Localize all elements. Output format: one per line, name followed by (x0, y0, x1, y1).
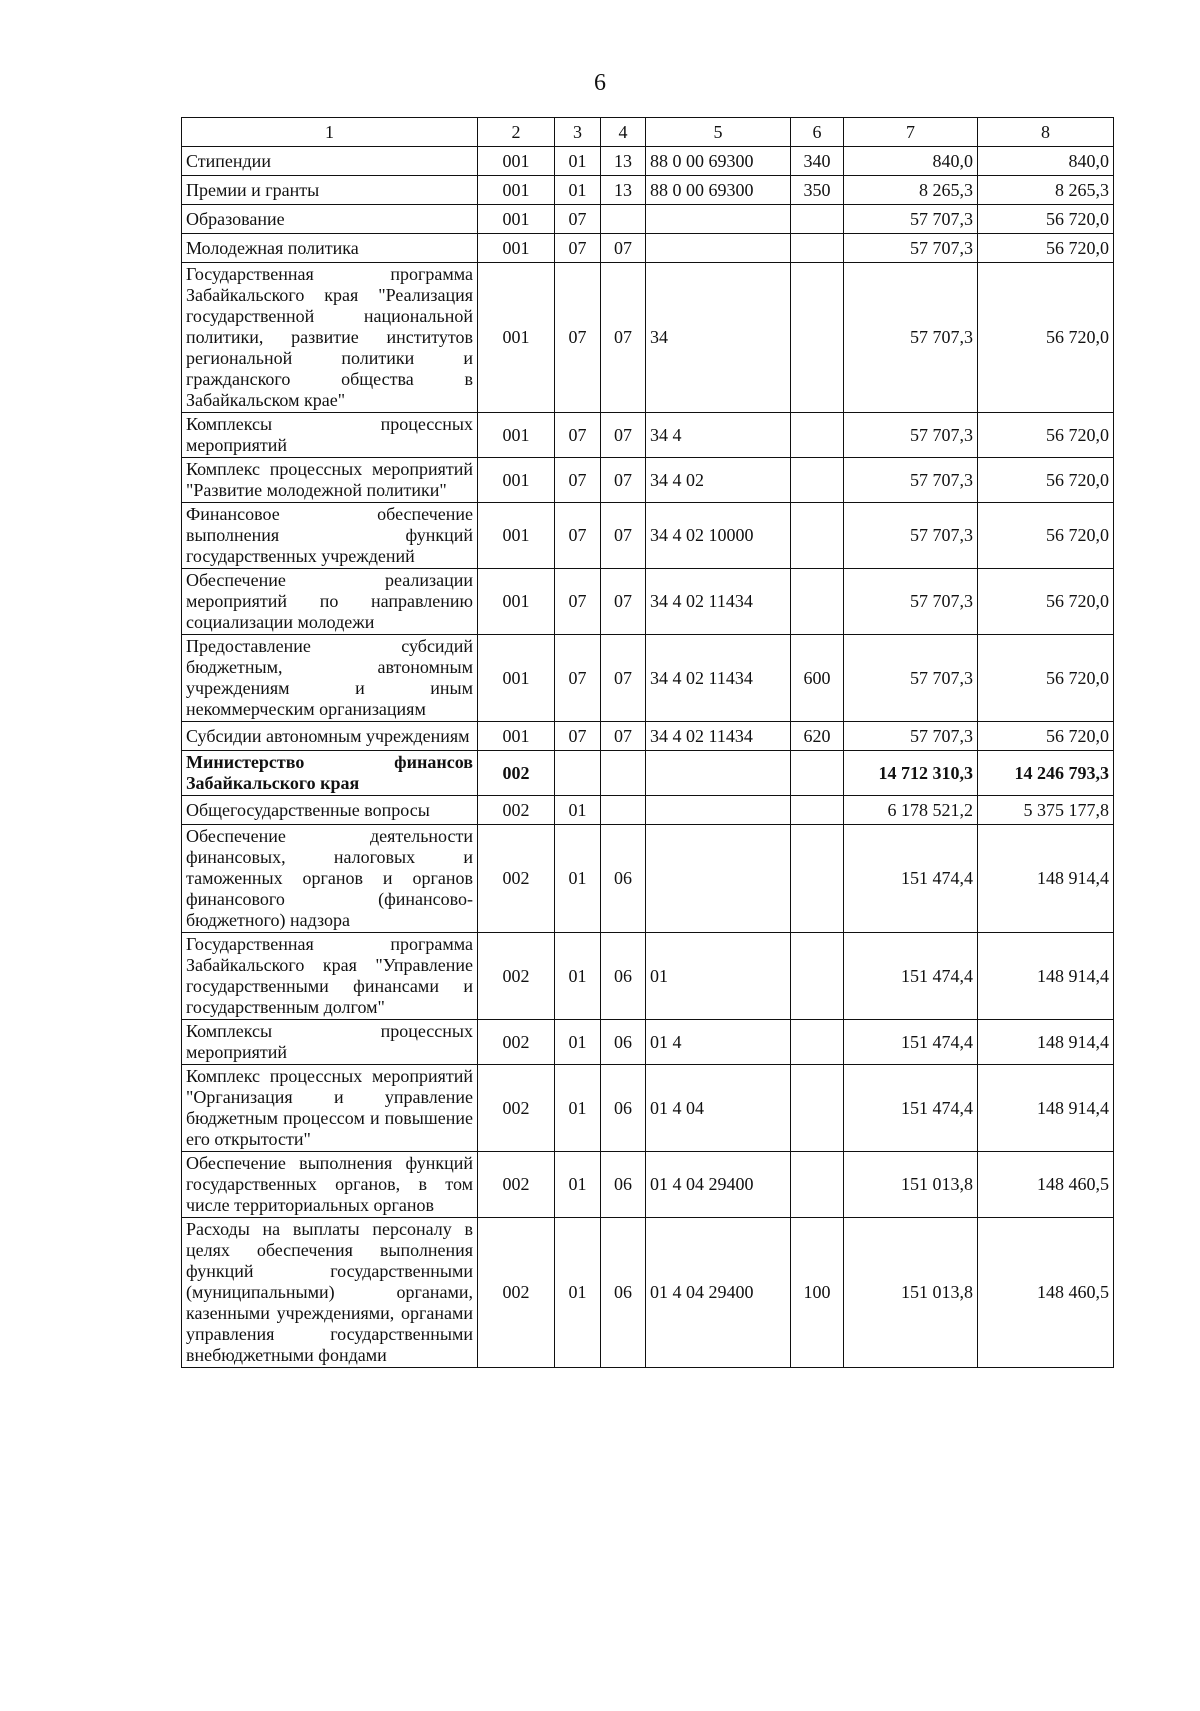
table-row (182, 1065, 1114, 1152)
code-expense-type (791, 234, 844, 263)
code-expense-type (791, 1152, 844, 1218)
code-subsection: 06 (601, 825, 646, 933)
code-target: 34 4 (646, 413, 791, 458)
amount-year-2: 8 265,3 (978, 176, 1114, 205)
amount-year-2: 148 914,4 (978, 1020, 1114, 1065)
code-section: 01 (555, 796, 601, 825)
code-subsection: 13 (601, 147, 646, 176)
amount-year-1: 151 474,4 (844, 933, 978, 1020)
column-header: 5 (646, 118, 791, 147)
amount-year-1: 8 265,3 (844, 176, 978, 205)
amount-year-1: 57 707,3 (844, 263, 978, 413)
code-section: 01 (555, 1152, 601, 1218)
code-section: 07 (555, 722, 601, 751)
page-number: 6 (594, 70, 606, 96)
code-expense-type (791, 569, 844, 635)
table-row (182, 825, 1114, 933)
code-subsection: 06 (601, 1218, 646, 1368)
amount-year-1: 151 013,8 (844, 1218, 978, 1368)
code-admin: 001 (478, 413, 555, 458)
code-subsection (601, 796, 646, 825)
amount-year-1: 151 474,4 (844, 825, 978, 933)
code-section: 07 (555, 413, 601, 458)
row-name: Субсидии автономным учреждениям (182, 722, 478, 751)
code-section: 01 (555, 933, 601, 1020)
code-expense-type: 340 (791, 147, 844, 176)
code-target: 01 4 04 (646, 1065, 791, 1152)
code-expense-type (791, 796, 844, 825)
row-name: Комплексы процессных мероприятий (182, 413, 478, 458)
amount-year-1: 6 178 521,2 (844, 796, 978, 825)
code-target: 34 4 02 11434 (646, 722, 791, 751)
code-subsection: 07 (601, 413, 646, 458)
table-row (182, 933, 1114, 1020)
row-name: Комплекс процессных мероприятий "Развитие молодежной политики" (182, 458, 478, 503)
code-target (646, 205, 791, 234)
amount-year-2: 14 246 793,3 (978, 751, 1114, 796)
code-expense-type (791, 933, 844, 1020)
code-admin: 002 (478, 825, 555, 933)
code-section: 01 (555, 825, 601, 933)
code-expense-type: 620 (791, 722, 844, 751)
table-row (182, 569, 1114, 635)
code-subsection: 06 (601, 1152, 646, 1218)
amount-year-1: 57 707,3 (844, 722, 978, 751)
code-expense-type: 350 (791, 176, 844, 205)
code-subsection: 07 (601, 458, 646, 503)
amount-year-1: 57 707,3 (844, 234, 978, 263)
code-section: 07 (555, 458, 601, 503)
table-row (182, 796, 1114, 825)
code-target: 34 4 02 10000 (646, 503, 791, 569)
amount-year-2: 148 914,4 (978, 933, 1114, 1020)
amount-year-2: 56 720,0 (978, 234, 1114, 263)
column-header: 1 (182, 118, 478, 147)
code-target: 01 4 04 29400 (646, 1152, 791, 1218)
row-name: Министерство финансов Забайкальского края (182, 751, 478, 796)
column-header: 3 (555, 118, 601, 147)
amount-year-2: 56 720,0 (978, 635, 1114, 722)
code-target: 34 4 02 11434 (646, 569, 791, 635)
code-target: 34 4 02 (646, 458, 791, 503)
code-admin: 001 (478, 635, 555, 722)
row-name: Обеспечение выполнения функций государственных органов, в том числе территориальных органов (182, 1152, 478, 1218)
code-admin: 001 (478, 263, 555, 413)
code-expense-type: 100 (791, 1218, 844, 1368)
code-section (555, 751, 601, 796)
amount-year-2: 56 720,0 (978, 569, 1114, 635)
table-body (182, 147, 1114, 1368)
code-subsection: 07 (601, 569, 646, 635)
table-row (182, 205, 1114, 234)
amount-year-1: 57 707,3 (844, 205, 978, 234)
code-admin: 001 (478, 722, 555, 751)
budget-table (181, 117, 1114, 1368)
code-section: 01 (555, 1020, 601, 1065)
row-name: Расходы на выплаты персоналу в целях обеспечения выполнения функций государственными (муниципальными) органами, казенными учреждениями, органами управления государственными внебюджетными фондами (182, 1218, 478, 1368)
amount-year-2: 56 720,0 (978, 263, 1114, 413)
code-admin: 001 (478, 205, 555, 234)
code-target: 01 4 04 29400 (646, 1218, 791, 1368)
code-subsection: 07 (601, 263, 646, 413)
code-target: 34 4 02 11434 (646, 635, 791, 722)
row-name: Общегосударственные вопросы (182, 796, 478, 825)
row-name: Комплексы процессных мероприятий (182, 1020, 478, 1065)
table-row (182, 722, 1114, 751)
code-expense-type: 600 (791, 635, 844, 722)
code-expense-type (791, 263, 844, 413)
table-row (182, 1152, 1114, 1218)
column-header: 7 (844, 118, 978, 147)
code-admin: 001 (478, 176, 555, 205)
row-name: Обеспечение реализации мероприятий по направлению социализации молодежи (182, 569, 478, 635)
code-subsection: 07 (601, 722, 646, 751)
table-row (182, 147, 1114, 176)
amount-year-2: 840,0 (978, 147, 1114, 176)
column-header: 8 (978, 118, 1114, 147)
code-section: 07 (555, 263, 601, 413)
code-target: 01 (646, 933, 791, 1020)
table-row (182, 263, 1114, 413)
row-name: Образование (182, 205, 478, 234)
code-subsection: 07 (601, 503, 646, 569)
code-subsection: 13 (601, 176, 646, 205)
code-admin: 001 (478, 234, 555, 263)
code-admin: 002 (478, 751, 555, 796)
code-admin: 001 (478, 458, 555, 503)
code-subsection: 07 (601, 234, 646, 263)
table-row (182, 458, 1114, 503)
amount-year-1: 151 474,4 (844, 1020, 978, 1065)
code-target (646, 234, 791, 263)
code-target: 01 4 (646, 1020, 791, 1065)
code-admin: 002 (478, 1065, 555, 1152)
row-name: Обеспечение деятельности финансовых, налоговых и таможенных органов и органов финансового (финансово-бюджетного) надзора (182, 825, 478, 933)
code-subsection: 06 (601, 1065, 646, 1152)
amount-year-2: 56 720,0 (978, 722, 1114, 751)
code-subsection (601, 205, 646, 234)
row-name: Премии и гранты (182, 176, 478, 205)
code-expense-type (791, 503, 844, 569)
amount-year-2: 5 375 177,8 (978, 796, 1114, 825)
code-expense-type (791, 751, 844, 796)
table-row (182, 635, 1114, 722)
code-admin: 002 (478, 933, 555, 1020)
code-expense-type (791, 1020, 844, 1065)
code-target (646, 796, 791, 825)
header-row (182, 118, 1114, 147)
column-header: 2 (478, 118, 555, 147)
code-expense-type (791, 458, 844, 503)
table-row (182, 1020, 1114, 1065)
amount-year-2: 56 720,0 (978, 458, 1114, 503)
table-row (182, 413, 1114, 458)
code-section: 07 (555, 234, 601, 263)
code-section: 07 (555, 635, 601, 722)
amount-year-2: 56 720,0 (978, 205, 1114, 234)
code-subsection: 06 (601, 933, 646, 1020)
table-row (182, 234, 1114, 263)
amount-year-1: 14 712 310,3 (844, 751, 978, 796)
amount-year-1: 840,0 (844, 147, 978, 176)
row-name: Государственная программа Забайкальского края "Реализация государственной национальной политики, развитие институтов региональной политики и гражданского общества в Забайкальском крае" (182, 263, 478, 413)
code-admin: 002 (478, 1218, 555, 1368)
code-section: 01 (555, 176, 601, 205)
amount-year-2: 148 914,4 (978, 1065, 1114, 1152)
code-target: 34 (646, 263, 791, 413)
amount-year-2: 148 460,5 (978, 1218, 1114, 1368)
row-name: Комплекс процессных мероприятий "Организация и управление бюджетным процессом и повышение его открытости" (182, 1065, 478, 1152)
code-expense-type (791, 825, 844, 933)
row-name: Предоставление субсидий бюджетным, автономным учреждениям и иным некоммерческим организациям (182, 635, 478, 722)
code-target (646, 825, 791, 933)
table-row (182, 751, 1114, 796)
row-name: Стипендии (182, 147, 478, 176)
code-expense-type (791, 1065, 844, 1152)
code-subsection: 06 (601, 1020, 646, 1065)
code-admin: 001 (478, 503, 555, 569)
table-row (182, 1218, 1114, 1368)
row-name: Финансовое обеспечение выполнения функций государственных учреждений (182, 503, 478, 569)
code-section: 07 (555, 205, 601, 234)
amount-year-2: 56 720,0 (978, 503, 1114, 569)
amount-year-1: 151 474,4 (844, 1065, 978, 1152)
amount-year-2: 148 914,4 (978, 825, 1114, 933)
amount-year-2: 56 720,0 (978, 413, 1114, 458)
amount-year-1: 57 707,3 (844, 413, 978, 458)
code-expense-type (791, 205, 844, 234)
column-header: 6 (791, 118, 844, 147)
code-target (646, 751, 791, 796)
code-target: 88 0 00 69300 (646, 147, 791, 176)
code-admin: 002 (478, 1020, 555, 1065)
code-admin: 001 (478, 147, 555, 176)
code-admin: 002 (478, 796, 555, 825)
code-section: 01 (555, 1065, 601, 1152)
column-header: 4 (601, 118, 646, 147)
code-section: 07 (555, 503, 601, 569)
code-subsection: 07 (601, 635, 646, 722)
amount-year-1: 151 013,8 (844, 1152, 978, 1218)
amount-year-2: 148 460,5 (978, 1152, 1114, 1218)
code-section: 07 (555, 569, 601, 635)
amount-year-1: 57 707,3 (844, 458, 978, 503)
code-subsection (601, 751, 646, 796)
amount-year-1: 57 707,3 (844, 635, 978, 722)
code-section: 01 (555, 1218, 601, 1368)
amount-year-1: 57 707,3 (844, 569, 978, 635)
code-admin: 002 (478, 1152, 555, 1218)
code-section: 01 (555, 147, 601, 176)
code-target: 88 0 00 69300 (646, 176, 791, 205)
row-name: Молодежная политика (182, 234, 478, 263)
table-row (182, 176, 1114, 205)
table-row (182, 503, 1114, 569)
row-name: Государственная программа Забайкальского края "Управление государственными финансами и государственным долгом" (182, 933, 478, 1020)
code-expense-type (791, 413, 844, 458)
code-admin: 001 (478, 569, 555, 635)
amount-year-1: 57 707,3 (844, 503, 978, 569)
